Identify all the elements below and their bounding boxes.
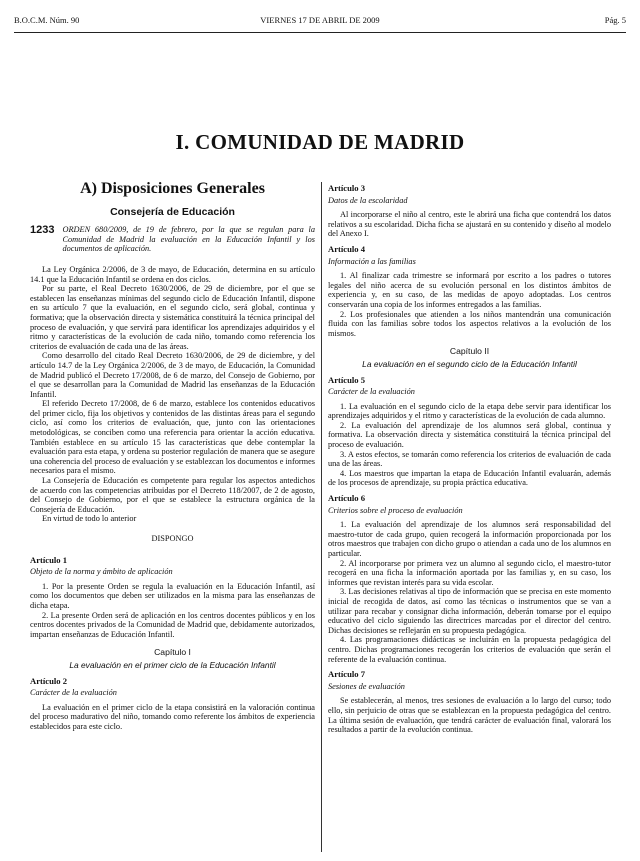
- order-heading: [30, 225, 315, 254]
- article-2-subtitle: Carácter de la evaluación: [30, 688, 117, 698]
- article-3-subtitle: Datos de la escolaridad: [328, 195, 408, 205]
- preamble-paragraph: En virtud de todo lo anterior: [42, 514, 137, 524]
- article-4-subtitle: Información a las familias: [328, 256, 416, 266]
- article-1-title: Artículo 1: [30, 554, 67, 565]
- article-3-paragraph: Al incorporarse el niño al centro, este le abrirá una ficha que contendrá los datos relativos a su escolaridad. Dicha ficha se ajustará en su contenido y diseño al modelo del Anexo I.: [328, 210, 611, 239]
- section-title: A) Disposiciones Generales: [80, 180, 265, 197]
- article-6-subtitle: Criterios sobre el proceso de evaluación: [328, 505, 463, 515]
- running-header: [14, 12, 626, 33]
- article-7-subtitle: Sesiones de evaluación: [328, 681, 405, 691]
- order-title: ORDEN 680/2009, de 19 de febrero, por la que se regulan para la Comunidad de Madrid la evaluación en la Educación Infantil y los documentos de aplicación.: [62, 225, 315, 254]
- dispongo-heading: DISPONGO: [151, 534, 194, 543]
- article-5-paragraph: 1. La evaluación en el segundo ciclo de la etapa debe servir para identificar los aprendizajes adquiridos y el ritmo y características de la evolución de cada alumno.: [328, 401, 611, 421]
- preamble-paragraph: La Ley Orgánica 2/2006, de 3 de mayo, de Educación, determina en su artículo 14.1 que la Educación Infantil se ordena en dos ciclos.: [30, 264, 315, 284]
- article-4-title: Artículo 4: [328, 243, 365, 254]
- header-bulletin-number: B.O.C.M. Núm. 90: [14, 15, 80, 25]
- left-column: [30, 180, 315, 732]
- article-6-paragraph: 2. Al incorporarse por primera vez un alumno al segundo ciclo, el maestro-tutor recogerá en una ficha la información aportada por las familias y, en su caso, los informes que revistan interés para su vida escolar.: [328, 558, 611, 587]
- preamble-paragraph: El referido Decreto 17/2008, de 6 de marzo, establece los contenidos educativos del primer ciclo, fija los objetivos y contenidos de las distintas áreas para el segundo ciclo, así como los criterios de evaluación, que, junto con las orientaciones metodológicas, se conciben como una referencia para orientar la acción educativa. También establece en su artículo 15 las características que debe contemplar la evaluación para esta etapa, y ordena su posterior regulación de manera que se asegure una coherencia del proceso de evaluación y se establezcan los documentos e informes necesarios para el mismo.: [30, 399, 315, 476]
- department-heading: Consejería de Educación: [110, 205, 235, 218]
- article-5-paragraph: 3. A estos efectos, se tomarán como referencia los criterios de evaluación de cada una de las áreas.: [328, 449, 611, 469]
- article-6-paragraph: 3. Las decisiones relativas al tipo de información que se precisa en este momento inicial de recogida de datos, así como las técnicas o instrumentos que se van a utilizar para recabar y consignar dicha información, deberán tomarse por el equipo educativo del ciclo siguiendo las directrices marcadas por el director del centro. Dichas decisiones se reflejarán en su propuesta pedagógica.: [328, 587, 611, 635]
- article-5-subtitle: Carácter de la evaluación: [328, 387, 415, 397]
- article-2-title: Artículo 2: [30, 675, 67, 686]
- preamble-paragraph: La Consejería de Educación es competente para regular los aspectos antedichos de acuerdo con las competencias atribuidas por el Decreto 118/2007, de 2 de agosto, del Consejo de Gobierno, por el que se establece la estructura orgánica de la Consejería de Educación.: [30, 476, 315, 514]
- chapter-1-title: La evaluación en el primer ciclo de la Educación Infantil: [69, 659, 276, 670]
- right-column: [328, 184, 611, 735]
- article-7-title: Artículo 7: [328, 669, 365, 680]
- article-4-paragraph: 1. Al finalizar cada trimestre se informará por escrito a los padres o tutores legales del niño acerca de su evolución personal en los distintos ámbitos de experiencia y, en su caso, de las medidas de apoyo adoptadas. Los centros conservarán una copia de los informes entregados a las familias.: [328, 271, 611, 309]
- article-1-subtitle: Objeto de la norma y ámbito de aplicación: [30, 567, 173, 577]
- article-5-paragraph: 2. La evaluación del aprendizaje de los alumnos será global, continua y formativa. La observación directa y sistemática constituirá la técnica principal del proceso de evaluación.: [328, 420, 611, 450]
- chapter-1-label: Capítulo I: [154, 647, 191, 658]
- article-4-paragraph: 2. Los profesionales que atienden a los niños mantendrán una comunicación fluida con las familias sobre todos los aspectos relativos a la evolución de los mismos.: [328, 309, 611, 338]
- chapter-2-label: Capítulo II: [449, 346, 490, 357]
- header-date: VIERNES 17 DE ABRIL DE 2009: [260, 15, 380, 25]
- article-1-paragraph: 1. Por la presente Orden se regula la evaluación en la Educación Infantil, así como los documentos que deben ser utilizados en la misma para las enseñanzas de dicha etapa.: [30, 581, 315, 610]
- header-page-number: Pág. 5: [604, 15, 626, 25]
- page-title: I. COMUNIDAD DE MADRID: [175, 130, 465, 154]
- article-1-paragraph: 2. La presente Orden será de aplicación en los centros docentes públicos y en los centros docentes privados de la Comunidad de Madrid que, debidamente autorizados, impartan enseñanzas de Educación Infantil.: [30, 610, 315, 639]
- article-2-paragraph: La evaluación en el primer ciclo de la etapa consistirá en la valoración continua del proceso madurativo del niño, tomando como referente los ámbitos de experiencia establecidos para este ciclo.: [30, 702, 315, 731]
- article-7-paragraph: Se establecerán, al menos, tres sesiones de evaluación a lo largo del curso; todo ello, sin perjuicio de otras que se establezcan en la propuesta pedagógica del centro. La última sesión de evaluación, que tendrá carácter de evaluación final, valorará los resultados a partir de la evolución continua.: [328, 696, 611, 735]
- preamble-paragraph: Como desarrollo del citado Real Decreto 1630/2006, de 29 de diciembre, y del artículo 14.7 de la Ley Orgánica 2/2006, de 3 de mayo, de Educación, la Comunidad de Madrid publicó el Decreto 17/2008, de 6 de marzo, del Consejo de Gobierno, por el que se desarrollan para la Comunidad de Madrid las enseñanzas de la Educación Infantil.: [30, 351, 315, 399]
- article-6-paragraph: 4. Las programaciones didácticas se incluirán en la propuesta pedagógica del centro. Dichas programaciones recogerán los criterios de evaluación que serán el referente de la evaluación continua.: [328, 635, 611, 664]
- preamble-paragraph: Por su parte, el Real Decreto 1630/2006, de 29 de diciembre, por el que se establecen las enseñanzas mínimas del segundo ciclo de Educación Infantil, dispone en su artículo 7 que la evaluación, en el segundo ciclo, será global, continua y formativa; que la observación directa y sistemática constituirá la técnica principal del proceso de evaluación, y que servirá para identificar los aprendizajes adquiridos y el ritmo y características de la evolución de cada niño, tomando como referencia los criterios de evaluación de cada una de las áreas.: [30, 284, 315, 351]
- article-5-paragraph: 4. Los maestros que impartan la etapa de Educación Infantil evaluarán, además de los procesos de aprendizaje, su propia práctica educativa.: [328, 468, 611, 488]
- order-number: 1233: [30, 224, 55, 237]
- article-5-title: Artículo 5: [328, 374, 365, 385]
- chapter-2-title: La evaluación en el segundo ciclo de la Educación Infantil: [362, 358, 577, 369]
- article-6-paragraph: 1. La evaluación del aprendizaje de los alumnos será responsabilidad del maestro-tutor de cada grupo, quien recogerá la información proporcionada por los otros maestros que trabajen con dicho grupo o atiendan a cada uno de los alumnos en particular.: [328, 520, 611, 558]
- article-6-title: Artículo 6: [328, 493, 365, 504]
- column-divider: [321, 182, 322, 852]
- article-3-title: Artículo 3: [328, 183, 365, 193]
